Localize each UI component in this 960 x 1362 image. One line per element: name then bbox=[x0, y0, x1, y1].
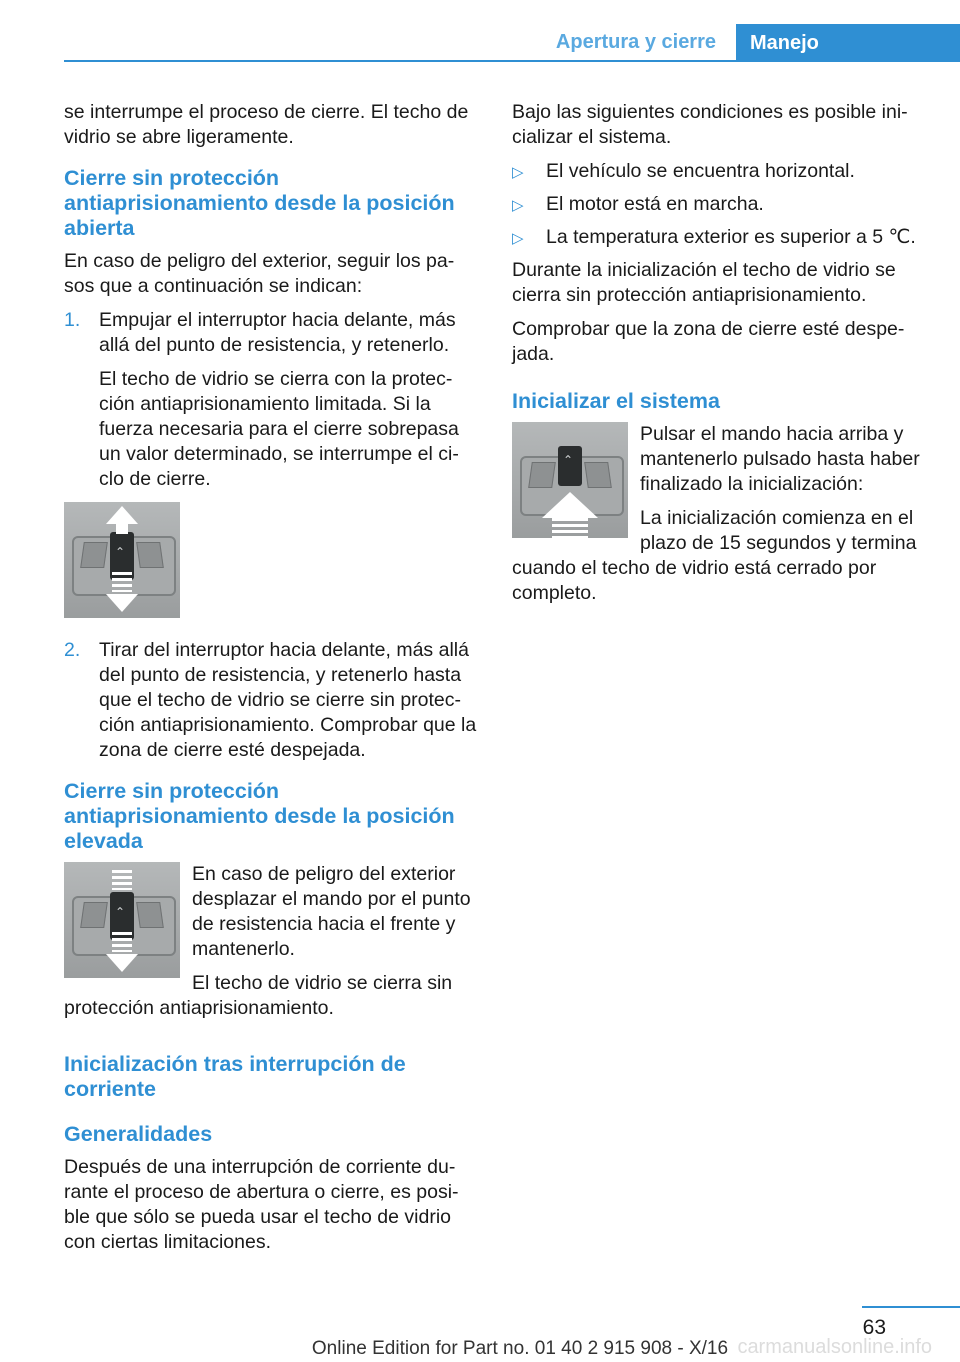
arrow-shaft bbox=[116, 524, 128, 534]
arrow-down-icon bbox=[106, 594, 138, 612]
list-item: ▷ El motor está en marcha. bbox=[512, 192, 932, 217]
footer-rule bbox=[862, 1306, 960, 1308]
edition-note: Online Edition for Part no. 01 40 2 915 908 - X/16 bbox=[311, 1338, 729, 1359]
heading-general: Generalidades bbox=[64, 1122, 213, 1146]
header-chapter-tab: Manejo bbox=[736, 24, 960, 62]
heading-init-after-power-loss: Inicialización tras interrupción de corriente bbox=[64, 1052, 406, 1101]
conditions-list bbox=[512, 159, 932, 250]
general-paragraph: Después de una interrupción de corriente du‐rante el proceso de abertura o cierre, es posi‐ble que sólo se pueda usar el techo de vidrio con ciertas limitaciones. bbox=[64, 1156, 459, 1253]
motion-stripes bbox=[552, 518, 588, 538]
arrow-down-icon bbox=[106, 954, 138, 972]
switch-illustration-forward bbox=[64, 862, 180, 978]
watermark: carmanualsonline.info bbox=[737, 1336, 932, 1358]
triangle-bullet-icon: ▷ bbox=[512, 197, 524, 214]
heading-close-from-open: Cierre sin protección antiaprisionamiento desde la posición abierta bbox=[64, 166, 455, 240]
left-column bbox=[64, 100, 478, 1264]
check-paragraph: Comprobar que la zona de cierre esté despe‐jada. bbox=[512, 318, 905, 365]
heading-initialize-system: Inicializar el sistema bbox=[512, 389, 720, 413]
list-item: ▷ El vehículo se encuentra horizontal. bbox=[512, 159, 932, 184]
steps-list-continued bbox=[64, 638, 478, 763]
intro-paragraph: se interrumpe el proceso de cierre. El techo de vidrio se abre ligeramente. bbox=[64, 101, 469, 148]
press-paragraph: Pulsar el mando hacia arriba y mantenerlo pulsado hasta haber finalizado la inicialización: bbox=[640, 423, 920, 495]
roof-symbol-icon: ⌃ bbox=[115, 545, 126, 559]
open-paragraph: En caso de peligro del exterior, seguir los pa‐sos que a continuación se indican: bbox=[64, 250, 455, 297]
conditions-paragraph: Bajo las siguientes condiciones es posible ini‐cializar el sistema. bbox=[512, 101, 908, 148]
motion-stripes-top bbox=[112, 870, 132, 890]
roof-symbol-icon: ⌃ bbox=[563, 453, 574, 467]
console-button-left bbox=[528, 462, 556, 488]
raised-paragraph-2: El techo de vidrio se cierra sin protección antiaprisionamiento. bbox=[64, 972, 453, 1019]
console-button-left bbox=[80, 542, 108, 568]
during-paragraph: Durante la inicialización el techo de vidrio se cierra sin protección antiaprisionamiento. bbox=[512, 259, 896, 306]
raised-paragraph-1: En caso de peligro del exterior desplazar el mando por el punto de resistencia hacia el frente y mantenerlo. bbox=[192, 863, 471, 960]
step-item bbox=[64, 308, 478, 492]
big-arrow-up-icon bbox=[542, 492, 598, 518]
arrow-up-icon bbox=[106, 506, 138, 524]
step-item bbox=[64, 638, 478, 763]
triangle-bullet-icon: ▷ bbox=[512, 164, 524, 181]
heading-close-from-raised: Cierre sin protección antiaprisionamiento desde la posición elevada bbox=[64, 779, 455, 853]
console-button-right bbox=[584, 462, 612, 488]
step-number: 1. bbox=[64, 309, 81, 331]
roof-symbol-icon: ⌃ bbox=[115, 905, 126, 919]
motion-stripes bbox=[112, 572, 132, 592]
page-number: 63 bbox=[862, 1316, 886, 1339]
step-text: Empujar el interruptor hacia delante, más allá del punto de resistencia, y retenerlo. bbox=[99, 309, 456, 356]
switch-illustration-press-up bbox=[512, 422, 628, 538]
list-item: ▷ La temperatura exterior es superior a 5 ℃. bbox=[512, 225, 932, 250]
step-subtext: El techo de vidrio se cierra con la protec‐ción antiaprisionamiento limitada. Si la fuerza necesaria para el cierre sobrepasa un valor determinado, se interrumpe el ci‐clo de cierre. bbox=[99, 368, 459, 490]
motion-stripes-bottom bbox=[112, 932, 132, 952]
steps-list bbox=[64, 308, 478, 492]
console-button-left bbox=[80, 902, 108, 928]
header-rule bbox=[64, 60, 960, 62]
right-column bbox=[512, 100, 932, 615]
switch-illustration-up-down bbox=[64, 502, 180, 618]
header-section-tab: Apertura y cierre bbox=[555, 31, 716, 53]
console-button-right bbox=[136, 902, 164, 928]
triangle-bullet-icon: ▷ bbox=[512, 230, 524, 247]
console-button-right bbox=[136, 542, 164, 568]
step-number: 2. bbox=[64, 639, 81, 661]
step-text: Tirar del interruptor hacia delante, más allá del punto de resistencia, y retenerlo hasta que el techo de vidrio se cierre sin protec‐ción antiaprisionamiento. Comprobar que la zona de cierre esté despejada. bbox=[99, 639, 477, 761]
starts-paragraph: La inicialización comienza en el plazo de 15 segundos y termina cuando el techo de vidrio está cerrado por completo. bbox=[512, 507, 917, 604]
